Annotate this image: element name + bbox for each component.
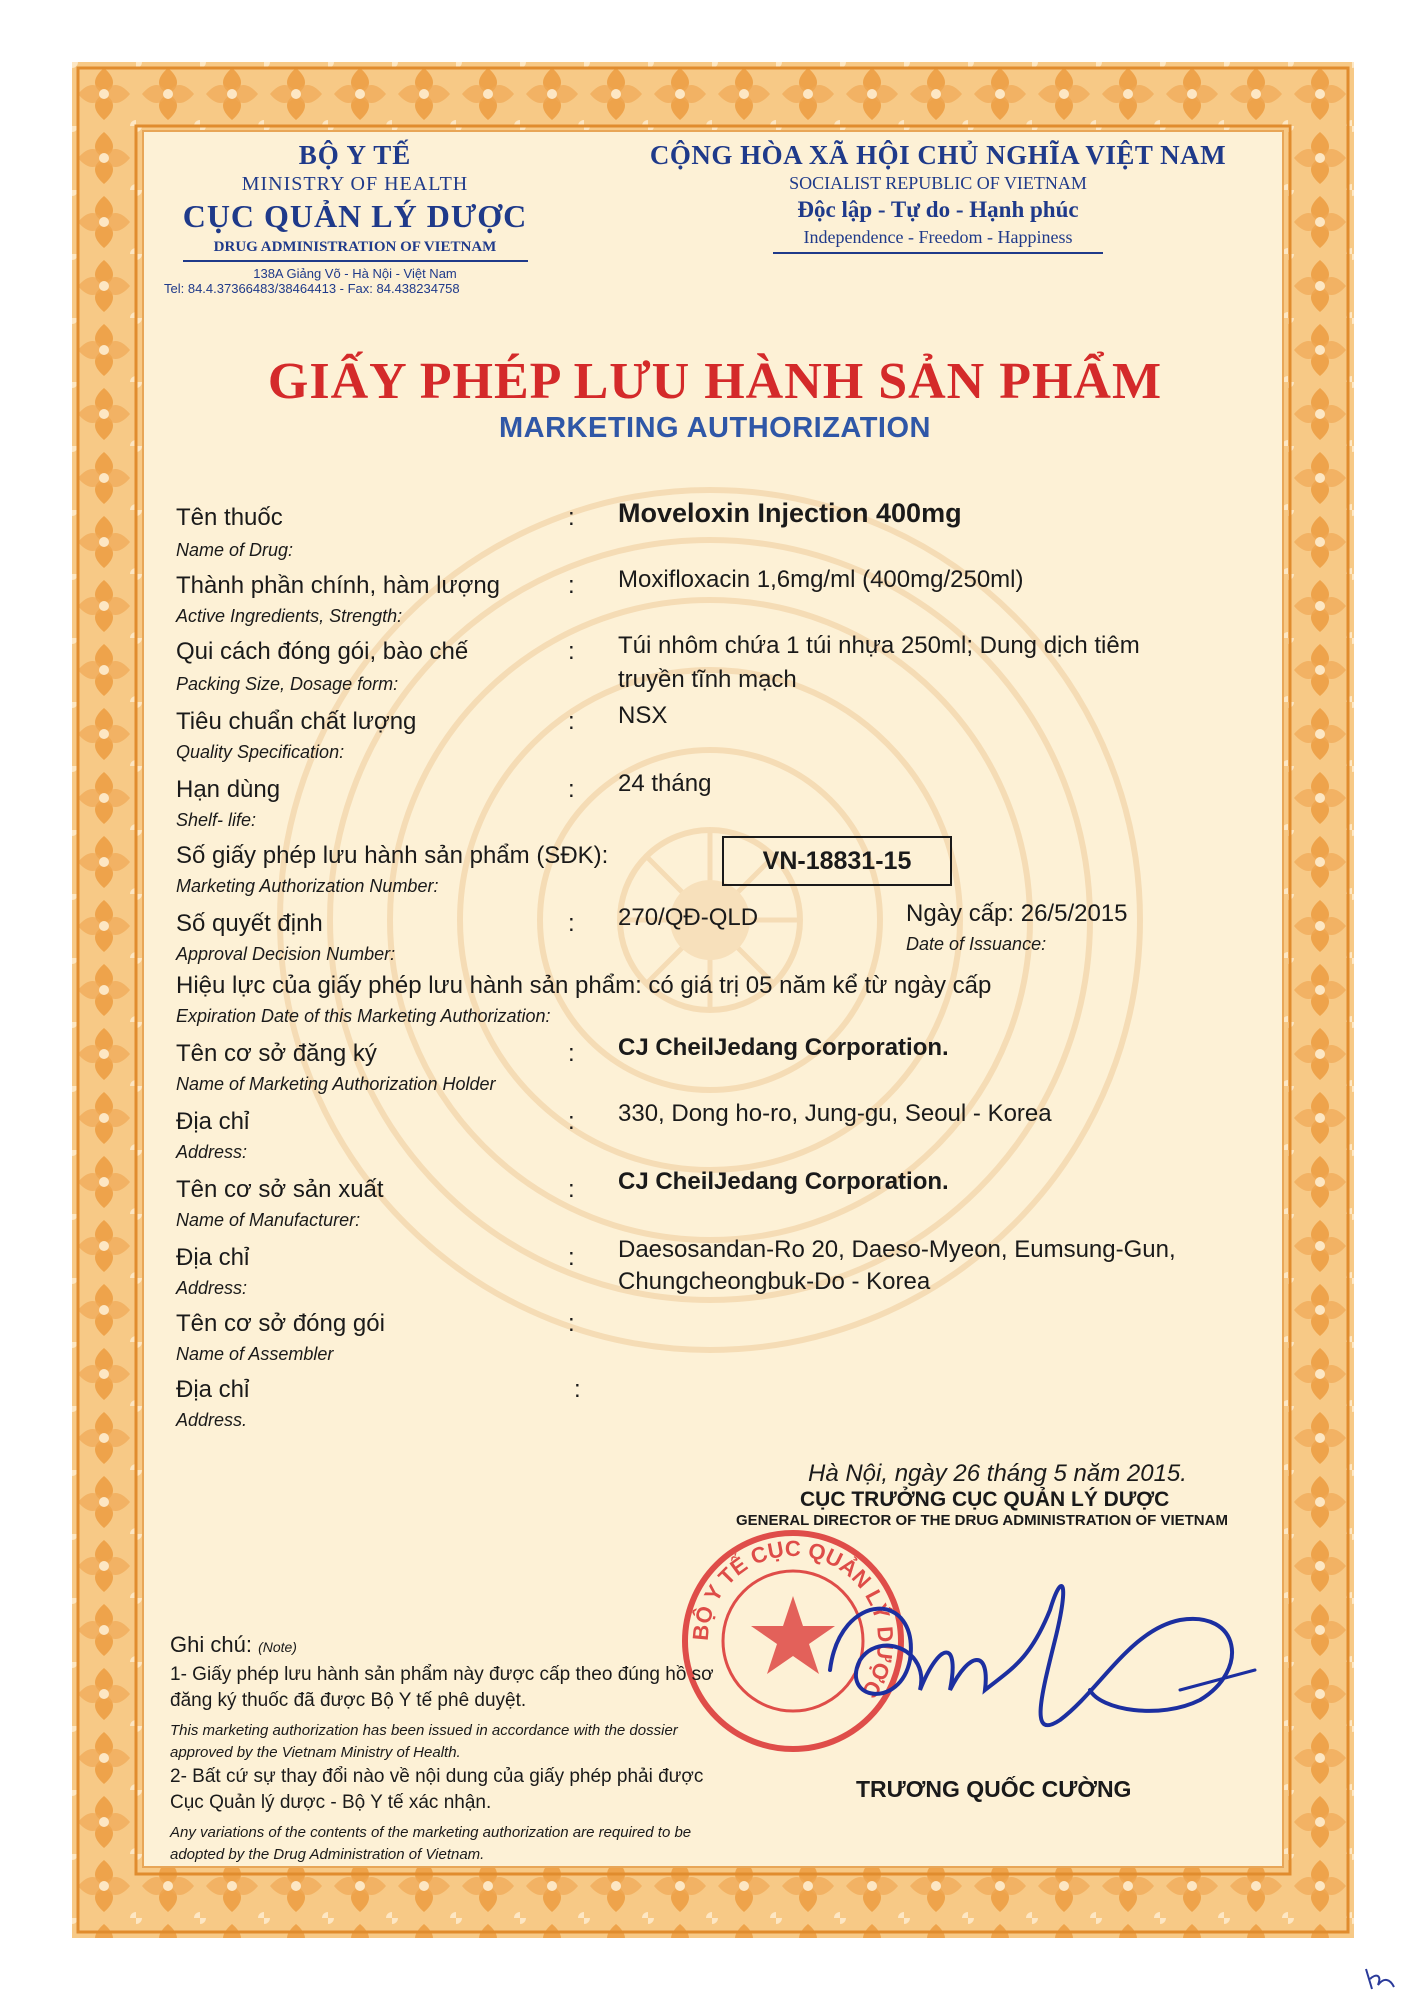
signer-title-vn: CỤC TRƯỞNG CỤC QUẢN LÝ DƯỢC <box>800 1488 1170 1511</box>
holder-label: Tên cơ sở đăng ký <box>176 1040 377 1067</box>
colon: : <box>568 776 575 803</box>
holder-address-sublabel: Address: <box>176 1142 248 1162</box>
validity-statement: Hiệu lực của giấy phép lưu hành sản phẩm: có giá trị 05 năm kể từ ngày cấp <box>176 972 992 999</box>
reg-number-label: Số giấy phép lưu hành sản phẩm (SĐK): <box>176 842 609 869</box>
note-2-en-line1: Any variations of the contents of the marketing authorization are required to be <box>170 1824 692 1841</box>
note-2-en-line2: adopted by the Drug Administration of Vietnam. <box>170 1846 485 1863</box>
motto-en: Independence - Freedom - Happiness <box>803 227 1073 247</box>
manufacturer-address-line2: Chungcheongbuk-Do - Korea <box>618 1268 931 1295</box>
assembler-address-label: Địa chỉ <box>176 1376 250 1403</box>
decision-sublabel: Approval Decision Number: <box>176 944 396 964</box>
packing-value-line1: Túi nhôm chứa 1 túi nhựa 250ml; Dung dịch tiêm <box>618 632 1140 659</box>
holder-sublabel: Name of Marketing Authorization Holder <box>176 1074 496 1094</box>
reg-number-value: VN-18831-15 <box>722 836 952 886</box>
colon: : <box>568 1244 575 1271</box>
notes-heading-en: (Note) <box>258 1639 297 1655</box>
drug-name-sublabel: Name of Drug: <box>176 540 294 560</box>
assembler-label: Tên cơ sở đóng gói <box>176 1310 385 1337</box>
colon: : <box>568 910 575 937</box>
manufacturer-value: CJ CheilJedang Corporation. <box>618 1168 949 1195</box>
manufacturer-address-label: Địa chỉ <box>176 1244 250 1271</box>
holder-address-label: Địa chỉ <box>176 1108 250 1135</box>
issuer-phone: Tel: 84.4.37366483/38464413 - Fax: 84.438234758 <box>164 281 460 296</box>
document-title: GIẤY PHÉP LƯU HÀNH SẢN PHẨM <box>267 353 1163 410</box>
manufacturer-address-sublabel: Address: <box>176 1278 248 1298</box>
motto-underline <box>773 252 1103 254</box>
packing-value-line2: truyền tĩnh mạch <box>618 666 797 693</box>
validity-sublabel: Expiration Date of this Marketing Authorization: <box>176 1006 551 1026</box>
shelf-life-value: 24 tháng <box>618 770 712 797</box>
dept-en: DRUG ADMINISTRATION OF VIETNAM <box>213 239 497 255</box>
issue-date-sublabel: Date of Issuance: <box>906 934 1047 954</box>
ingredients-value: Moxifloxacin 1,6mg/ml (400mg/250ml) <box>618 566 1024 593</box>
colon: : <box>568 572 575 599</box>
national-header <box>628 140 1248 254</box>
shelf-life-sublabel: Shelf- life: <box>176 810 257 830</box>
colon: : <box>568 638 575 665</box>
drug-name-value: Moveloxin Injection 400mg <box>618 498 962 528</box>
ministry-en: MINISTRY OF HEALTH <box>241 173 469 195</box>
colon: : <box>568 1176 575 1203</box>
manufacturer-address-line1: Daesosandan-Ro 20, Daeso-Myeon, Eumsung-Gun, <box>618 1236 1176 1263</box>
issuer-address: 138A Giảng Võ - Hà Nội - Việt Nam <box>253 266 457 281</box>
issue-date: Ngày cấp: 26/5/2015 <box>906 900 1128 927</box>
colon: : <box>568 504 575 531</box>
colon: : <box>574 1376 581 1403</box>
colon: : <box>568 708 575 735</box>
colon: : <box>568 1310 575 1337</box>
quality-sublabel: Quality Specification: <box>176 742 345 762</box>
shelf-life-label: Hạn dùng <box>176 776 281 803</box>
header-divider <box>183 260 528 262</box>
notes-heading <box>170 1632 297 1658</box>
ministry-vn: BỘ Y TẾ <box>298 140 412 170</box>
republic-vn: CỘNG HÒA XÃ HỘI CHỦ NGHĨA VIỆT NAM <box>649 140 1227 170</box>
colon: : <box>568 1108 575 1135</box>
packing-label: Qui cách đóng gói, bào chế <box>176 638 469 665</box>
assembler-address-sublabel: Address. <box>176 1410 248 1430</box>
decision-value: 270/QĐ-QLD <box>618 904 759 931</box>
packing-sublabel: Packing Size, Dosage form: <box>176 674 399 694</box>
decision-label: Số quyết định <box>176 910 323 937</box>
republic-en: SOCIALIST REPUBLIC OF VIETNAM <box>789 173 1087 193</box>
note-1-line1: 1- Giấy phép lưu hành sản phẩm này được cấp theo đúng hồ sơ <box>170 1664 714 1685</box>
holder-value: CJ CheilJedang Corporation. <box>618 1034 949 1061</box>
svg-text:BỘ Y TẾ CỤC QUẢN LÝ DƯỢC: BỘ Y TẾ CỤC QUẢN LÝ DƯỢC <box>687 1535 899 1703</box>
quality-label: Tiêu chuẩn chất lượng <box>176 708 417 735</box>
colon: : <box>568 1040 575 1067</box>
ingredients-sublabel: Active Ingredients, Strength: <box>176 606 403 626</box>
signer-title-en: GENERAL DIRECTOR OF THE DRUG ADMINISTRATION OF VIETNAM <box>736 1512 1228 1529</box>
note-1-en-line2: approved by the Vietnam Ministry of Health. <box>170 1744 461 1761</box>
note-2-line1: 2- Bất cứ sự thay đổi nào về nội dung của giấy phép phải được <box>170 1766 704 1787</box>
dept-vn: CỤC QUẢN LÝ DƯỢC <box>182 198 528 234</box>
handwritten-signature <box>800 1550 1270 1750</box>
initials-mark <box>1362 1965 1398 1993</box>
signing-date: Hà Nội, ngày 26 tháng 5 năm 2015. <box>808 1460 1187 1487</box>
holder-address-value: 330, Dong ho-ro, Jung-gu, Seoul - Korea <box>618 1100 1052 1127</box>
manufacturer-label: Tên cơ sở sản xuất <box>176 1176 384 1203</box>
note-1-line2: đăng ký thuốc đã được Bộ Y tế phê duyệt. <box>170 1690 527 1711</box>
assembler-sublabel: Name of Assembler <box>176 1344 334 1364</box>
manufacturer-sublabel: Name of Manufacturer: <box>176 1210 361 1230</box>
quality-value: NSX <box>618 702 668 729</box>
signer-name: TRƯƠNG QUỐC CƯỜNG <box>856 1776 1132 1802</box>
note-2-line2: Cục Quản lý dược - Bộ Y tế xác nhận. <box>170 1792 492 1813</box>
reg-number-sublabel: Marketing Authorization Number: <box>176 876 439 896</box>
note-1-en-line1: This marketing authorization has been issued in accordance with the dossier <box>170 1722 678 1739</box>
drug-name-label: Tên thuốc <box>176 504 283 531</box>
document-subtitle: MARKETING AUTHORIZATION <box>499 412 931 444</box>
issuer-header <box>160 140 550 296</box>
ingredients-label: Thành phần chính, hàm lượng <box>176 572 501 599</box>
motto-vn: Độc lập - Tự do - Hạnh phúc <box>797 197 1079 222</box>
notes-heading-vn: Ghi chú: <box>170 1632 252 1657</box>
